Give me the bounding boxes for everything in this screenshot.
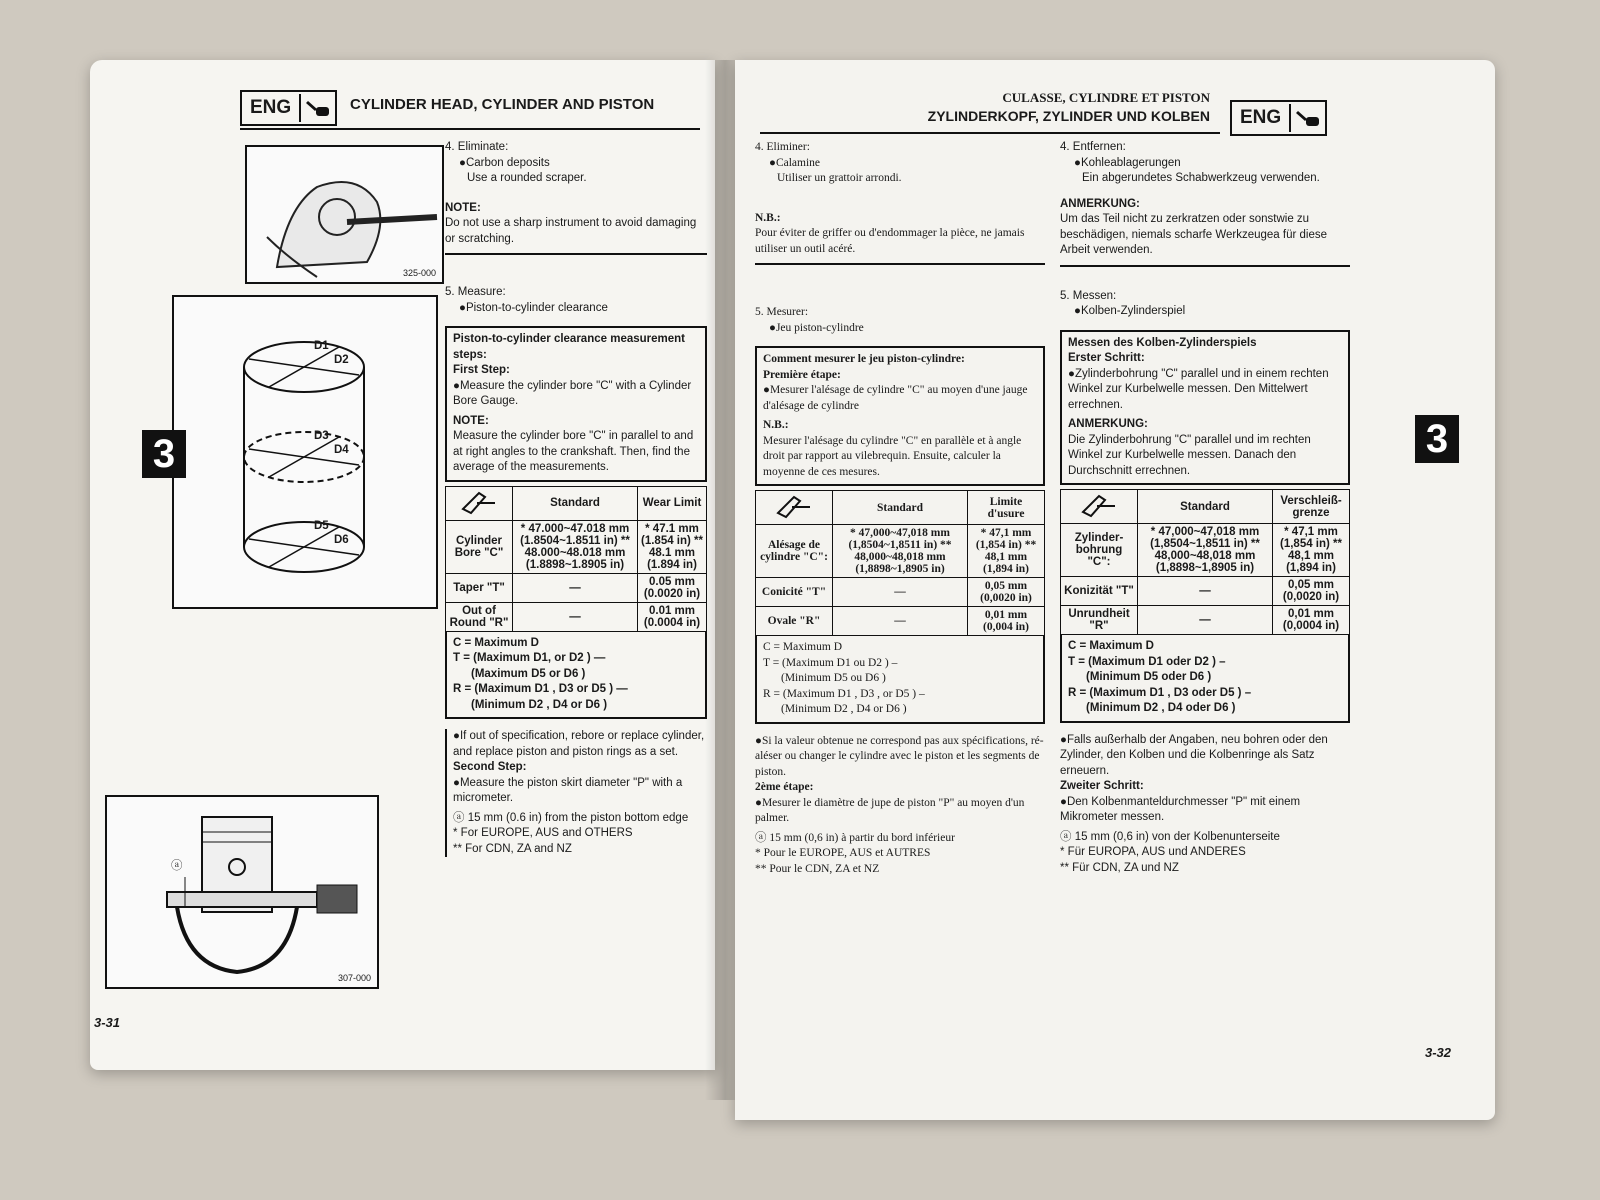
formula-r1: R = (Maximum D1 , D3 or D5 ) — xyxy=(453,683,628,696)
eng-badge xyxy=(240,90,337,126)
fr-step5-item: ● Jeu piston-cylindre xyxy=(755,321,1045,337)
header-fr: CULASSE, CYLINDRE ET PISTON xyxy=(1002,90,1210,105)
second-section xyxy=(445,729,707,857)
step5-heading: 5. Measure: xyxy=(445,286,506,299)
caliper-icon xyxy=(459,489,499,515)
de-footnote-2: ** Für CDN, ZA und NZ xyxy=(1060,861,1179,874)
page-number: 3-31 xyxy=(94,1015,121,1030)
engine-icon xyxy=(299,94,335,122)
fr-first-step-item: ● Mesurer l'alésage de cylindre "C" au moyen d'une jauge d'alésage de cylindre xyxy=(763,383,1037,414)
row-standard: * 47.000~47.018 mm (1.8504~1.8511 in) ** 48.000~48.018 mm (1.8898~1.8905 in) xyxy=(513,520,638,573)
step4-item: ● Carbon deposits xyxy=(445,156,707,172)
fr-formula-c: C = Maximum D xyxy=(763,641,843,654)
section-tab: 3 xyxy=(1415,415,1459,463)
de-formula-t1: T = (Maximum D1 oder D2 ) – xyxy=(1068,655,1226,668)
row-label: Out of Round "R" xyxy=(446,602,513,631)
figure-code: 325-000 xyxy=(402,268,436,278)
figure-cylinder xyxy=(172,295,438,609)
table-header-row xyxy=(446,486,707,520)
fr-first-step: Première étape: xyxy=(763,368,841,381)
table-row xyxy=(446,602,707,631)
fr-spec-table xyxy=(755,490,1045,636)
header-standard: Standard xyxy=(833,491,968,525)
table-row xyxy=(756,578,1045,607)
table-row xyxy=(756,607,1045,636)
row-standard: — xyxy=(513,573,638,602)
tool-icon-cell xyxy=(1061,490,1138,524)
header-limit: Limite d'usure xyxy=(968,491,1045,525)
eng-label: ENG xyxy=(250,97,292,118)
row-limit: 0.05 mm (0.0020 in) xyxy=(638,573,707,602)
de-step4: 4. Entfernen: xyxy=(1060,141,1126,153)
first-step: First Step: xyxy=(453,364,510,377)
fr-box-title: Comment mesurer le jeu piston-cylindre: xyxy=(763,353,965,366)
formula-t2: (Maximum D5 or D6 ) xyxy=(471,667,586,680)
fr-second-section xyxy=(755,734,1045,878)
de-second-step: Zweiter Schritt: xyxy=(1060,780,1144,793)
row-standard: — xyxy=(1138,606,1273,635)
row-limit: 0,05 mm (0,0020 in) xyxy=(968,578,1045,607)
de-step5: 5. Messen: xyxy=(1060,289,1117,302)
table-row xyxy=(1061,577,1350,606)
header-wear-limit: Wear Limit xyxy=(638,486,707,520)
row-limit: * 47.1 mm (1.854 in) ** 48.1 mm (1.894 in) xyxy=(638,520,707,573)
de-formula-c: C = Maximum D xyxy=(1068,640,1154,653)
row-limit: * 47,1 mm (1,854 in) ** 48,1 mm (1,894 in) xyxy=(1273,524,1350,577)
fr-step4-item: ● Calamine xyxy=(755,156,1045,172)
eng-badge xyxy=(1230,100,1327,136)
de-footnote-1: * Für EUROPA, AUS und ANDERES xyxy=(1060,846,1246,859)
a-note: ⓐ 15 mm (0.6 in) from the piston bottom edge xyxy=(453,811,689,824)
fr-steps-box xyxy=(755,346,1045,486)
header-rule xyxy=(240,128,700,130)
page-title: CYLINDER HEAD, CYLINDER AND PISTON xyxy=(350,96,655,113)
fr-oos: ● Si la valeur obtenue ne correspond pas aux spécifications, ré-aléser ou changer le cylindre avec le piston et les segments de piston. xyxy=(755,734,1045,781)
header-standard: Standard xyxy=(513,486,638,520)
figure-scraper xyxy=(245,145,444,284)
row-standard: — xyxy=(833,578,968,607)
fr-second-step: 2ème étape: xyxy=(755,781,814,794)
label-d5: D5 xyxy=(314,520,329,532)
row-standard: — xyxy=(513,602,638,631)
page-number: 3-32 xyxy=(1425,1045,1452,1060)
second-step-item: ● Measure the piston skirt diameter "P" with a micrometer. xyxy=(453,776,707,807)
table-header-row xyxy=(1061,490,1350,524)
out-of-spec-text: ● If out of specification, rebore or replace cylinder, and replace piston and piston rings as a set. xyxy=(453,729,707,760)
de-box-title: Messen des Kolben-Zylinderspiels xyxy=(1068,336,1257,349)
table-header-row xyxy=(756,491,1045,525)
caliper-icon xyxy=(774,493,814,519)
de-second-step-item: ● Den Kolbenmanteldurchmesser "P" mit einem Mikrometer messen. xyxy=(1060,795,1350,826)
de-formula-box xyxy=(1060,635,1350,723)
fr-second-step-item: ● Mesurer le diamètre de jupe de piston "P" au moyen d'un palmer. xyxy=(755,796,1045,827)
de-formula-r2: (Minimum D2 , D4 oder D6 ) xyxy=(1086,702,1236,715)
fr-formula-r1: R = (Maximum D1 , D3 , or D5 ) – xyxy=(763,687,925,700)
row-label: Cylinder Bore "C" xyxy=(446,520,513,573)
figure-piston xyxy=(105,795,379,989)
label-d4: D4 xyxy=(334,444,349,456)
de-note2-text: Die Zylinderbohrung "C" parallel und im rechten Winkel zur Kurbelwelle messen. Danach den Durchschnitt errechnen. xyxy=(1068,433,1311,477)
de-oos: ● Falls außerhalb der Angaben, neu bohren oder den Zylinder, den Kolben und die Kolbenringe als Satz erneuern. xyxy=(1060,733,1350,780)
de-a-note: ⓐ 15 mm (0,6 in) von der Kolbenunterseite xyxy=(1060,830,1280,843)
table-row xyxy=(756,525,1045,578)
first-step-item: ● Measure the cylinder bore "C" with a Cylinder Bore Gauge. xyxy=(453,379,699,410)
de-note1-label: ANMERKUNG: xyxy=(1060,197,1140,210)
right-page xyxy=(735,60,1495,1120)
spec-table xyxy=(445,486,707,632)
scraper-illustration xyxy=(247,147,442,282)
fr-formula-t2: (Minimum D5 ou D6 ) xyxy=(781,672,886,685)
label-a: ⓐ xyxy=(171,860,183,872)
row-standard: * 47,000~47,018 mm (1,8504~1,8511 in) ** 48,000~48,018 mm (1,8898~1,8905 in) xyxy=(833,525,968,578)
box-title: Piston-to-cylinder clearance measurement steps: xyxy=(453,333,685,361)
row-limit: 0,01 mm (0,004 in) xyxy=(968,607,1045,636)
formula-r2: (Minimum D2 , D4 or D6 ) xyxy=(471,698,608,711)
piston-micrometer-diagram xyxy=(107,797,377,987)
fr-formula-r2: (Minimum D2 , D4 or D6 ) xyxy=(781,703,907,716)
de-step4-sub: Ein abgerundetes Schabwerkzeug verwenden. xyxy=(1082,172,1320,185)
footnote-1: * For EUROPE, AUS and OTHERS xyxy=(453,827,633,840)
header-rule xyxy=(760,132,1220,134)
formula-t1: T = (Maximum D1, or D2 ) — xyxy=(453,652,606,665)
row-limit: 0,01 mm (0,0004 in) xyxy=(1273,606,1350,635)
tool-icon-cell xyxy=(446,486,513,520)
label-d2: D2 xyxy=(334,354,349,366)
fr-formula-box xyxy=(755,636,1045,724)
step4-sub: Use a rounded scraper. xyxy=(467,172,587,185)
table-row xyxy=(1061,524,1350,577)
row-label: Zylinder-bohrung "C": xyxy=(1061,524,1138,577)
de-step5-item: ● Kolben-Zylinderspiel xyxy=(1060,304,1350,320)
formula-box xyxy=(445,632,707,720)
german-column xyxy=(1060,140,1350,877)
figure-code: 307-000 xyxy=(337,973,371,983)
label-d1: D1 xyxy=(314,340,329,352)
fr-step5: 5. Mesurer: xyxy=(755,306,809,319)
row-label: Unrundheit "R" xyxy=(1061,606,1138,635)
eng-label: ENG xyxy=(1240,107,1282,128)
left-text-column xyxy=(445,140,707,857)
fr-step4: 4. Eliminer: xyxy=(755,141,810,153)
de-note1-text: Um das Teil nicht zu zerkratzen oder sonstwie zu beschädigen, niemals scharfe Werkzeugea für diese Arbeit verwenden. xyxy=(1060,212,1350,267)
fr-nb1-text: Pour éviter de griffer ou d'endommager la pièce, ne jamais utiliser un outil acéré. xyxy=(755,226,1045,265)
row-label: Taper "T" xyxy=(446,573,513,602)
measurement-steps-box xyxy=(445,326,707,482)
cylinder-diagram xyxy=(174,297,436,607)
tool-icon-cell xyxy=(756,491,833,525)
engine-icon xyxy=(1289,104,1325,132)
row-label: Konizität "T" xyxy=(1061,577,1138,606)
french-column xyxy=(755,140,1045,877)
de-first-step-item: ● Zylinderbohrung "C" parallel und in einem rechten Winkel zur Kurbelwelle messen. Den Mittelwert errechnen. xyxy=(1068,367,1342,414)
section-tab: 3 xyxy=(142,430,186,478)
left-page xyxy=(90,60,715,1070)
fr-nb1-label: N.B.: xyxy=(755,211,781,224)
fr-nb2-label: N.B.: xyxy=(763,419,789,432)
de-first-step: Erster Schritt: xyxy=(1068,352,1145,365)
header-standard: Standard xyxy=(1138,490,1273,524)
de-note2-label: ANMERKUNG: xyxy=(1068,418,1148,431)
de-step4-item: ● Kohleablagerungen xyxy=(1060,156,1350,172)
fr-footnote-1: * Pour le EUROPE, AUS et AUTRES xyxy=(755,847,931,860)
table-row xyxy=(446,520,707,573)
row-label: Conicité "T" xyxy=(756,578,833,607)
table-row xyxy=(446,573,707,602)
note1-label: NOTE: xyxy=(445,201,481,214)
row-label: Ovale "R" xyxy=(756,607,833,636)
de-spec-table xyxy=(1060,489,1350,635)
row-limit: 0,05 mm (0,0020 in) xyxy=(1273,577,1350,606)
left-header xyxy=(240,90,700,130)
de-second-section xyxy=(1060,733,1350,877)
formula-c: C = Maximum D xyxy=(453,636,539,649)
note2-label: NOTE: xyxy=(453,414,489,427)
row-label: Alésage de cylindre "C": xyxy=(756,525,833,578)
row-standard: — xyxy=(1138,577,1273,606)
right-header xyxy=(760,90,1360,134)
second-step: Second Step: xyxy=(453,761,527,774)
note1-text: Do not use a sharp instrument to avoid damaging or scratching. xyxy=(445,216,707,255)
de-formula-t2: (Minimum D5 oder D6 ) xyxy=(1086,671,1212,684)
de-formula-r1: R = (Maximum D1 , D3 oder D5 ) – xyxy=(1068,686,1252,699)
row-standard: * 47,000~47,018 mm (1,8504~1,8511 in) ** 48,000~48,018 mm (1,8898~1,8905 in) xyxy=(1138,524,1273,577)
fr-formula-t1: T = (Maximum D1 ou D2 ) – xyxy=(763,656,898,669)
fr-step4-sub: Utiliser un grattoir arrondi. xyxy=(777,172,902,185)
table-row xyxy=(1061,606,1350,635)
label-d3: D3 xyxy=(314,430,329,442)
de-steps-box xyxy=(1060,330,1350,486)
footnote-2: ** For CDN, ZA and NZ xyxy=(453,842,572,855)
row-standard: — xyxy=(833,607,968,636)
fr-footnote-2: ** Pour le CDN, ZA et NZ xyxy=(755,862,880,875)
header-de: ZYLINDERKOPF, ZYLINDER UND KOLBEN xyxy=(927,108,1210,124)
step5-item: ● Piston-to-cylinder clearance xyxy=(445,301,707,317)
fr-nb2-text: Mesurer l'alésage du cylindre "C" en parallèle et à angle droit par rapport au vilebrequin. Ensuite, calculer la moyenne de ces mesures. xyxy=(763,434,1022,478)
label-d6: D6 xyxy=(334,534,349,546)
fr-a-note: ⓐ 15 mm (0,6 in) à partir du bord inférieur xyxy=(755,831,955,844)
row-limit: * 47,1 mm (1,854 in) ** 48,1 mm (1,894 in) xyxy=(968,525,1045,578)
step4-heading: 4. Eliminate: xyxy=(445,141,509,153)
caliper-icon xyxy=(1079,492,1119,518)
header-limit: Verschleiß-grenze xyxy=(1273,490,1350,524)
note2-text: Measure the cylinder bore "C" in parallel to and at right angles to the crankshaft. Then, find the average of the measurements. xyxy=(453,430,694,474)
row-limit: 0.01 mm (0.0004 in) xyxy=(638,602,707,631)
